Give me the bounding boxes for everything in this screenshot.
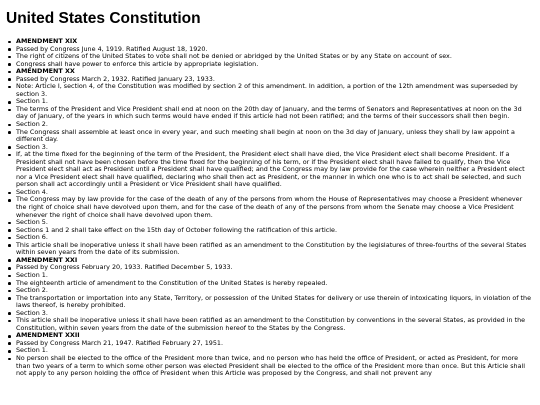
list-item: Section 1. bbox=[6, 272, 532, 280]
list-item: Section 5. bbox=[6, 219, 532, 227]
list-item: Section 4. bbox=[6, 189, 532, 197]
amendment-heading: AMENDMENT XXII bbox=[6, 332, 532, 340]
page-title: United States Constitution bbox=[6, 10, 201, 27]
list-item: The eighteenth article of amendment to the Constitution of the United States is hereby repealed. bbox=[6, 280, 532, 288]
list-item: Section 3. bbox=[6, 310, 532, 318]
list-item: If, at the time fixed for the beginning of the term of the President, the President elect shall have died, the Vice President elect shall become President. If a President shall not have been chosen before the time fixed for the beginning of his term, or if the President elect shall have failed to qualify, then the Vice President elect shall act as President until a President shall have qualified; and the Congress may by law provide for the case wherein neither a President elect nor a Vice President elect shall have qualified, declaring who shall then act as President, or the manner in which one who is to act shall be selected, and such person shall act accordingly until a President or Vice President shall have qualified. bbox=[6, 151, 532, 189]
list-item: Note: Article I, section 4, of the Constitution was modified by section 2 of this amendment. In addition, a portion of the 12th amendment was superseded by section 3. bbox=[6, 83, 532, 98]
list-item: The right of citizens of the United States to vote shall not be denied or abridged by the United States or by any State on account of sex. bbox=[6, 53, 532, 61]
list-item: The terms of the President and Vice President shall end at noon on the 20th day of January, and the terms of Senators and Representatives at noon on the 3d day of January, of the years in which such terms would have ended if this article had not been ratified; and the terms of their successors shall then begin. bbox=[6, 106, 532, 121]
list-item: Section 2. bbox=[6, 121, 532, 129]
list-item: Section 6. bbox=[6, 234, 532, 242]
list-item: This article shall be inoperative unless it shall have been ratified as an amendment to the Constitution by conventions in the several States, as provided in the Constitution, within seven years from the date of the submission hereof to the States by the Congress. bbox=[6, 317, 532, 332]
list-item: The Congress may by law provide for the case of the death of any of the persons from whom the House of Representatives may choose a President whenever the right of choice shall have devolved upon them, and for the case of the death of any of the persons from whom the Senate may choose a Vice President whenever the right of choice shall have devolved upon them. bbox=[6, 196, 532, 219]
list-item: Passed by Congress February 20, 1933. Ratified December 5, 1933. bbox=[6, 264, 532, 272]
list-item: Section 2. bbox=[6, 287, 532, 295]
list-item: Congress shall have power to enforce this article by appropriate legislation. bbox=[6, 61, 532, 69]
amendment-heading: AMENDMENT XIX bbox=[6, 38, 532, 46]
list-item: The Congress shall assemble at least once in every year, and such meeting shall begin at noon on the 3d day of January, unless they shall by law appoint a different day. bbox=[6, 129, 532, 144]
list-item: Sections 1 and 2 shall take effect on the 15th day of October following the ratification of this article. bbox=[6, 227, 532, 235]
list-item: The transportation or importation into any State, Territory, or possession of the United States for delivery or use therein of intoxicating liquors, in violation of the laws thereof, is hereby prohibited. bbox=[6, 295, 532, 310]
list-item: This article shall be inoperative unless it shall have been ratified as an amendment to the Constitution by the legislatures of three-fourths of the several States within seven years from the date of its submission. bbox=[6, 242, 532, 257]
amendment-heading: AMENDMENT XXI bbox=[6, 257, 532, 265]
list-item: Section 1. bbox=[6, 347, 532, 355]
list-item: Section 3. bbox=[6, 144, 532, 152]
list-item: Section 1. bbox=[6, 98, 532, 106]
list-item: Passed by Congress March 2, 1932. Ratified January 23, 1933. bbox=[6, 76, 532, 84]
amendment-list bbox=[6, 38, 532, 378]
list-item: No person shall be elected to the office of the President more than twice, and no person who has held the office of President, or acted as President, for more than two years of a term to which some other person was elected President shall be elected to the office of the President more than once. But this Article shall not apply to any person holding the office of President when this Article was proposed by the Congress, and shall not prevent any bbox=[6, 355, 532, 378]
amendment-heading: AMENDMENT XX bbox=[6, 68, 532, 76]
list-item: Passed by Congress March 21, 1947. Ratified February 27, 1951. bbox=[6, 340, 532, 348]
list-item: Passed by Congress June 4, 1919. Ratified August 18, 1920. bbox=[6, 46, 532, 54]
